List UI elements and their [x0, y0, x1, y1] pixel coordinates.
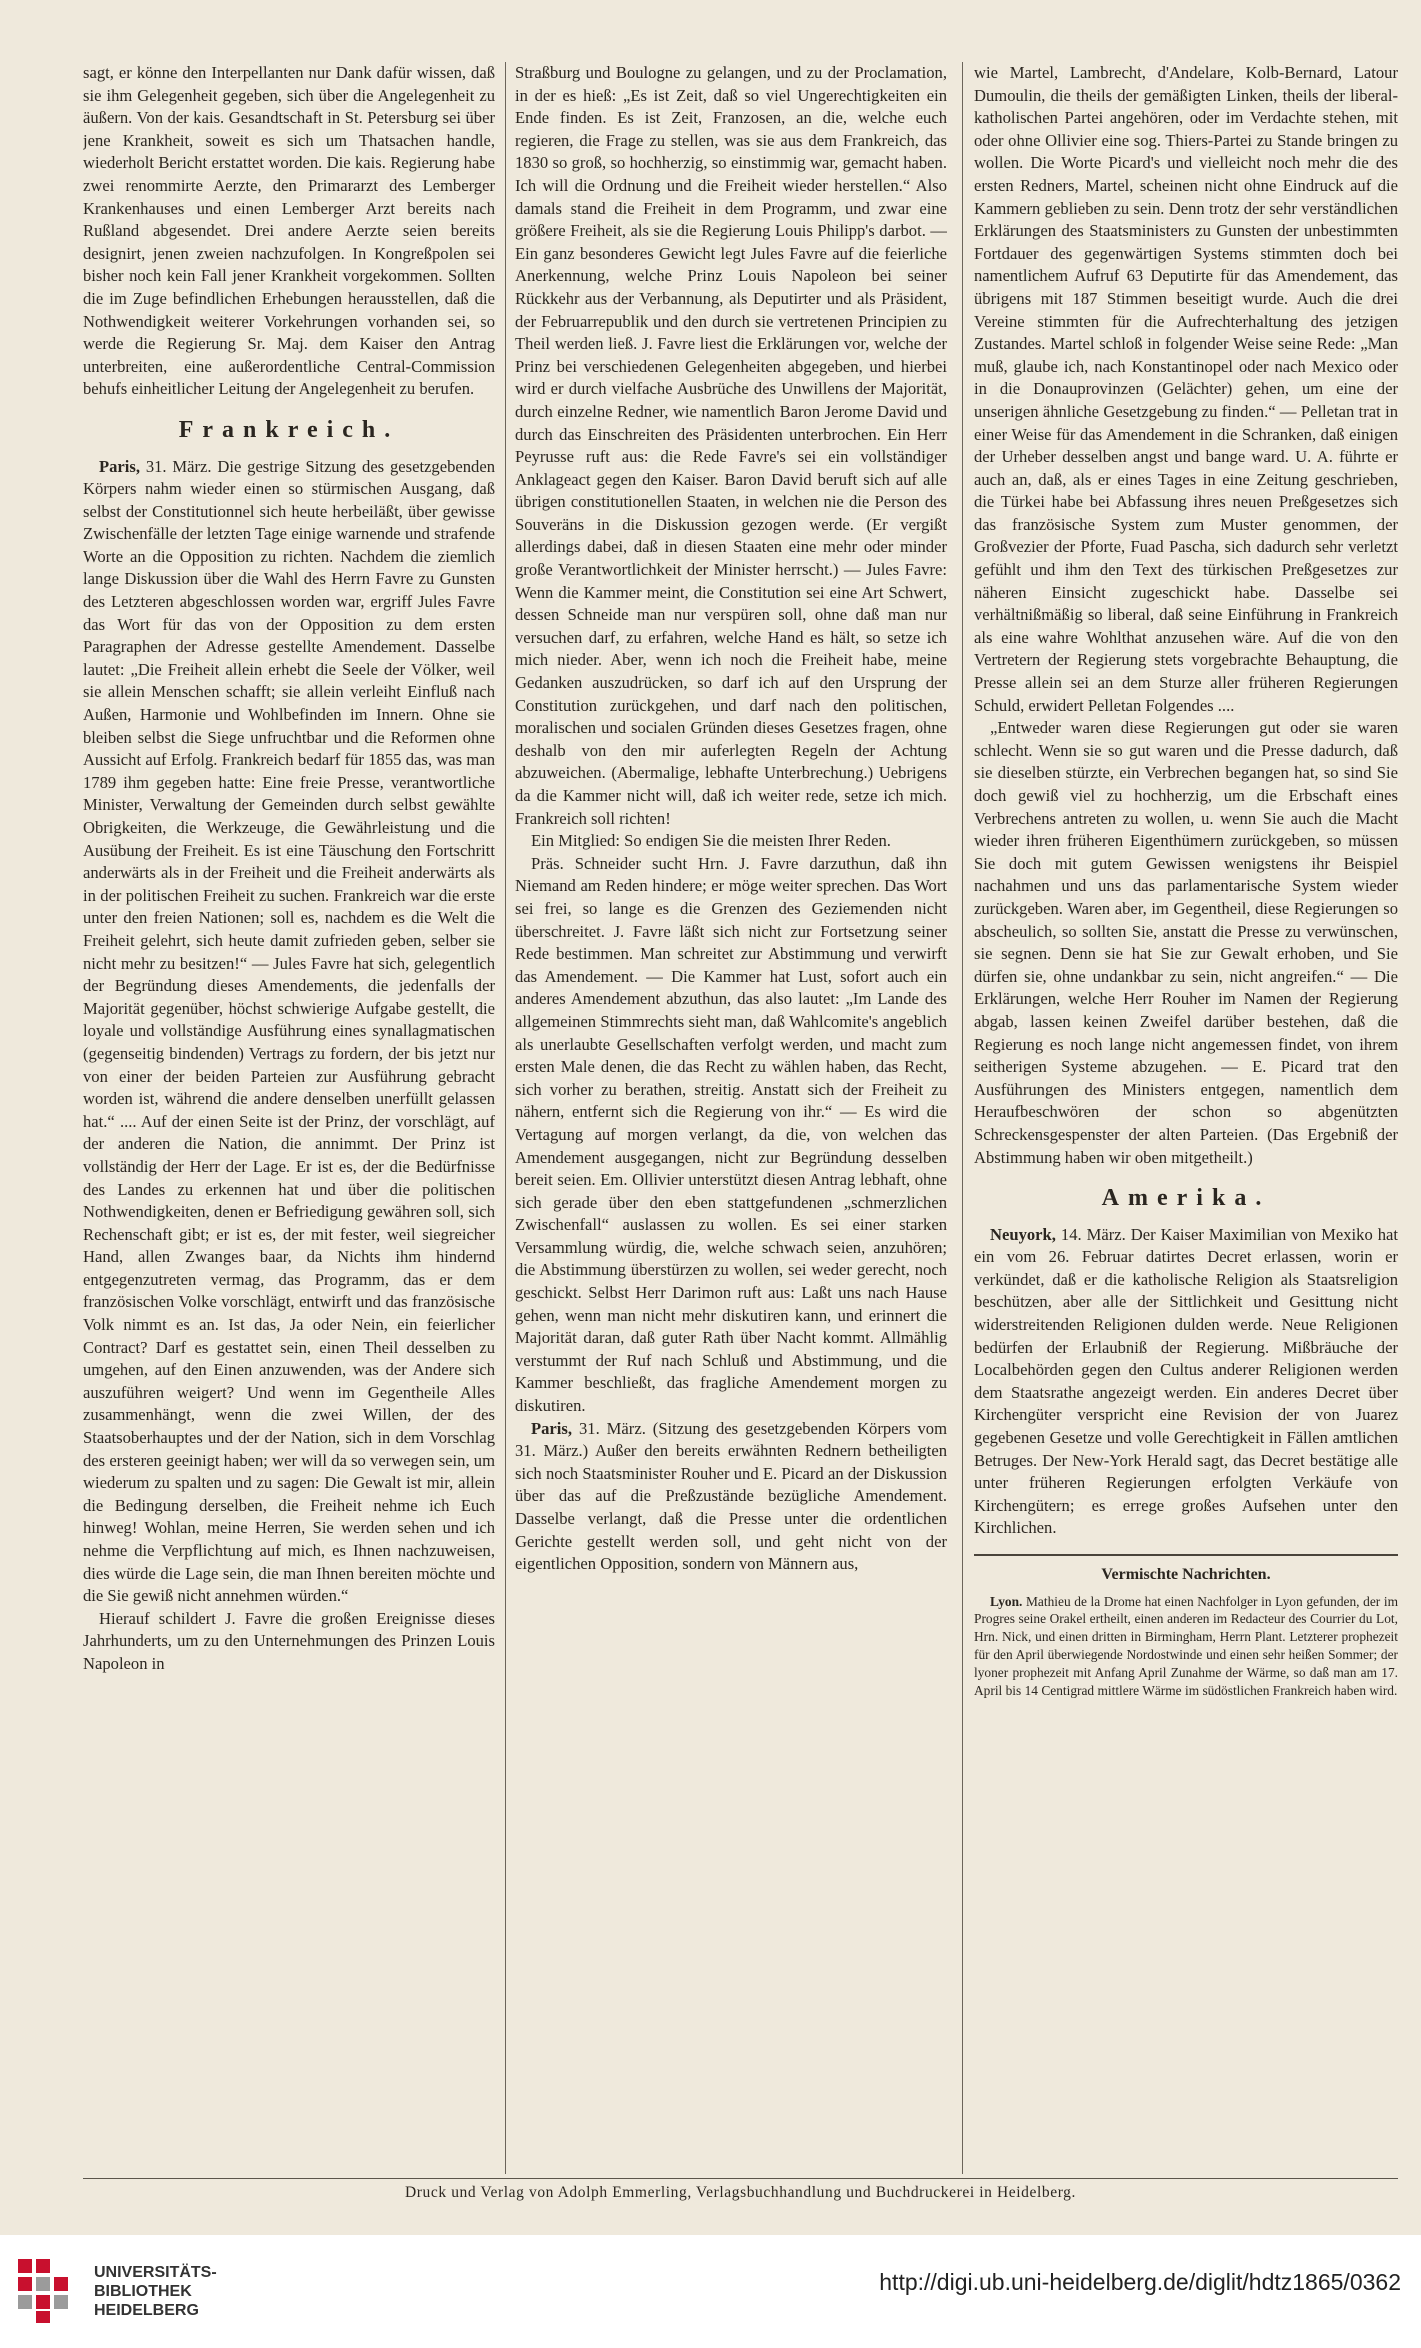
library-name-line: HEIDELBERG — [94, 2302, 199, 2319]
article-paragraph: Hierauf schildert J. Favre die großen Ereignisse dieses Jahrhunderts, um zu den Unternehmungen des Prinzen Louis Napoleon in — [83, 1608, 495, 1673]
dateline-place: Neuyork, — [990, 1224, 1056, 1244]
column-1 — [83, 62, 495, 2174]
article-text: 14. März. Der Kaiser Maximilian von Mexiko hat ein vom 26. Februar datirtes Decret erlassen, worin er verkündet, daß er die katholische Religion als Staatsreligion beschützen, aber alle der Sittlichkeit und Gesittung nicht widerstreitenden Religionen dulden werde. Neue Religionen bedürfen der Erlaubniß der Regierung. Mißbräuche der Localbehörden gegen den Cultus anderer Religionen werden dem Staatsrathe angezeigt werden. Ein anderes Decret über Kirchengüter verspricht eine Revision der von Juarez gegebenen Gesetze und volle Gerechtigkeit in Fällen amtlichen Betruges. Der New-York Herald sagt, das Decret bestätige alle unter früheren Regierungen erfolgten Verkäufe von Kirchengütern; es errege großes Aufsehen unter den Kirchlichen. — [974, 1224, 1398, 1538]
article-text: 31. März. (Sitzung des gesetzgebenden Körpers vom 31. März.) Außer den bereits erwähnten Rednern betheiligten sich noch Staatsminister Rouher und E. Picard an der Diskussion über das auf die Preßzustände bezügliche Amendement. Dasselbe verlangt, daß die Presse unter die ordentlichen Gerichte gestellt werden soll, und geht nicht von der eigentlichen Opposition, sondern von Männern aus, — [515, 1418, 947, 1574]
university-seal-icon — [16, 2255, 80, 2325]
section-heading-amerika: Amerika. — [1101, 1185, 1271, 1212]
article-paragraph — [515, 1418, 947, 1576]
column-rule — [962, 62, 963, 2174]
dateline-place: Lyon. — [990, 1593, 1023, 1609]
article-paragraph: Präs. Schneider sucht Hrn. J. Favre darzuthun, daß ihn Niemand am Reden hindere; er möge weiter sprechen. Das Wort sei frei, so lange es die Grenzen des Geziemenden nicht überschreitet. J. Favre läßt sich nicht zur Fortsetzung seiner Rede bestimmen. Man schreitet zur Abstimmung und verwirft das Amendement. — Die Kammer hat Lust, sofort auch ein anderes Amendement abzuthun, das also lautet: „Im Lande des allgemeinen Stimmrechts sieht man, daß Wahlcomite's angeblich als unerlaubte Gesellschaften verfolgt werden, und macht zum ersten Male denen, die das Recht zu wählen haben, das Recht, sich vorher zu berathen, streitig. Anstatt sich der Freiheit zu nähern, entfernt sich die Regierung von ihr.“ — Es wird die Vertagung auf morgen verlangt, da die, von welchen das Amendement ausgegangen, nicht zur Begründung desselben bereit seien. Em. Ollivier unterstützt diesen Antrag lebhaft, ohne sich gerade über den eben stattgefundenen „schmerzlichen Zwischenfall“ auslassen zu wollen. Es sei einer starken Versammlung würdig, die, welche schwach seien, anzuhören; die Abstimmung überstürzen zu wollen, sei weder gerecht, noch geschickt. Selbst Herr Darimon ruft aus: Laßt uns nach Hause gehen, wenn man nicht mehr diskutiren kann, und erinnert die Majorität daran, daß guter Rath über Nacht kommt. Allmählig verstummt der Ruf nach Schluß und Abstimmung, und die Kammer beschließt, das fragliche Amendement morgen zu diskutiren. — [515, 853, 947, 1416]
permalink-url[interactable]: http://digi.ub.uni-heidelberg.de/diglit/hdtz1865/0362 — [879, 2269, 1401, 2295]
miscellaneous-news-text — [974, 1593, 1398, 1700]
footer-rule — [83, 2178, 1398, 2179]
article-paragraph — [83, 456, 495, 1608]
column-3 — [974, 62, 1398, 2174]
library-name — [94, 2263, 217, 2320]
article-paragraph — [974, 1224, 1398, 1540]
article-paragraph: Ein Mitglied: So endigen Sie die meisten Ihrer Reden. — [531, 831, 891, 851]
dateline-place: Paris, — [99, 456, 141, 476]
article-paragraph: „Entweder waren diese Regierungen gut oder sie waren schlecht. Wenn sie so gut waren und die Presse dadurch, daß sie dieselben stürzte, ein Verbrechen begangen hat, so sind Sie doch gewiß viel zu hochherzig, um die Erbschaft eines Verbrechens antreten zu wollen, u. wenn Sie auch die Macht wieder ihren früheren Eigenthümern zurückgeben, so müssen Sie doch mit gutem Gewissen wenigstens ihr Beispiel nachahmen und uns das parlamentarische System wieder zurückgeben. Waren aber, im Gegentheil, diese Regierungen so abscheulich, so sollten Sie, anstatt die Presse zu verwünschen, sie segnen. Denn sie hat Sie zur Gewalt erhoben, und Sie dürfen sie, ohne undankbar zu sein, nicht angreifen.“ — Die Erklärungen, welche Herr Rouher im Namen der Regierung abgab, lassen keinen Zweifel darüber bestehen, daß die Regierung es noch lange nicht angemessen findet, von ihrem seitherigen Systeme abzugehen. — E. Picard trat den Ausführungen des Ministers entgegen, namentlich dem Heraufbeschwören der schon so abgenützten Schreckensgespenster der alten Parteien. (Das Ergebniß der Abstimmung haben wir oben mitgetheilt.) — [974, 718, 1398, 1167]
column-rule — [505, 62, 506, 2174]
column-2 — [515, 62, 947, 2174]
article-paragraph: sagt, er könne den Interpellanten nur Dank dafür wissen, daß sie ihm Gelegenheit gegeben, sich über die Angelegenheit zu äußern. Von der kais. Gesandtschaft in St. Petersburg sei über jene Krankheit, soweit es sich um Thatsachen handle, wiederholt Bericht erstattet worden. Die kais. Regierung habe zwei renommirte Aerzte, den Primararzt des Lemberger Krankenhauses und einen Lemberger Arzt bereits nach Rußland abgesendet. Drei andere Aerzte seien bereits designirt, jenen zweien nachzufolgen. In Kongreßpolen sei bisher noch kein Fall jener Krankheit vorgekommen. Sollten die im Zuge befindlichen Erhebungen herausstellen, daß die Nothwendigkeit weiterer Vorkehrungen vorhanden sei, so werde die Regierung Sr. Maj. dem Kaiser den Antrag unterbreiten, eine außerordentliche Central-Commission behufs einheitlicher Leitung der Angelegenheit zu berufen. — [83, 63, 495, 399]
article-paragraph: Straßburg und Boulogne zu gelangen, und zu der Proclamation, in der es hieß: „Es ist Zeit, daß so viel Ungerechtigkeiten ein Ende finden. Es ist Zeit, Franzosen, an die, welche euch regieren, die Frage zu stellen, was sie aus dem Frankreich, das 1830 so groß, so hochherzig, so einstimmig war, gemacht haben. Ich will die Ordnung und die Freiheit wieder herstellen.“ Also damals stand die Freiheit in dem Programm, und zwar eine größere Freiheit, als sie die Regierung Louis Philipp's darbot. — Ein ganz besonderes Gewicht legt Jules Favre auf die feierliche Anerkennung, welche Prinz Louis Napoleon bei seiner Rückkehr aus der Verbannung, als Deputirter und als Präsident, der Februarrepublik und den durch sie vertretenen Principien zu Theil werden ließ. J. Favre liest die Erklärungen vor, welche der Prinz bei verschiedenen Gelegenheiten abgegeben, und hierbei wird er durch vielfache Ausbrüche des Unwillens der Majorität, durch einzelne Redner, wie namentlich Baron Jerome David und durch das Einschreiten des Präsidenten unterbrochen. Ein Herr Peyrusse ruft aus: die Rede Favre's sei ein vollständiger Anklageact gegen den Kaiser. Baron David beruft sich auf alle übrigen constitutionellen Staaten, in welchen nie die Person des Souveräns in die Diskussion gezogen werde. (Er vergißt allerdings dabei, daß in diesen Staaten eine mehr oder minder große Verantwortlichkeit der Minister herrscht.) — Jules Favre: Wenn die Kammer meint, die Constitution sei eine Art Schwert, dessen Schneide man nur verspüren soll, ohne daß man nur versuchen darf, zu erfahren, welche Hand es hält, so setze ich mich nieder. Aber, wenn ich noch die Freiheit habe, meine Gedanken auszudrücken, so darf ich auf den Ursprung der Constitution zurückgehen, und darf nach den politischen, moralischen und socialen Gründen dieses Gesetzes fragen, ohne deshalb von den mir auferlegten Regeln der Achtung abzuweichen. (Abermalige, lebhafte Unterbrechung.) Uebrigens da die Kammer nicht will, daß ich weiter rede, setze ich mich. Frankreich soll richten! — [515, 63, 947, 828]
printer-imprint: Druck und Verlag von Adolph Emmerling, Verlagsbuchhandlung und Buchdruckerei in Heidelberg. — [404, 2184, 1077, 2201]
miscellaneous-news-box — [974, 1554, 1398, 1699]
article-paragraph: wie Martel, Lambrecht, d'Andelare, Kolb-Bernard, Latour Dumoulin, die theils der gemäßigten Linken, theils der liberal-katholischen Partei angehören, oder im Verdachte stehen, mit oder ohne Ollivier eine sog. Thiers-Partei zu Stande bringen zu wollen. Die Worte Picard's und vielleicht noch mehr die des ersten Redners, Martel, scheinen nicht ohne Eindruck auf die Kammern geblieben zu sein. Denn trotz der sehr verständlichen Erklärungen des Staatsministers zu Gunsten der unbestimmten Fortdauer des gegenwärtigen Systems stimmten doch bei namentlichem Aufruf 63 Deputirte für das Amendement, das übrigens mit 187 Stimmen beseitigt wurde. Auch die drei Vereine stimmten für die Aufrechterhaltung des jetzigen Zustandes. Martel schloß in folgender Weise seine Rede: „Man muß, glaube ich, nach Konstantinopel oder nach Mexico oder in die Donauprovinzen (Gelächter) gehen, um eine der unserigen ähnliche Gesetzgebung zu finden.“ — Pelletan trat in einer Weise für das Amendement in die Schranken, daß einigen der Urheber desselben angst und bange ward. U. A. führte er auch an, daß, als er eines Tages in eine Zeitung geschrieben, die Türkei habe bei Abfassung ihres neuen Preßgesetzes sich das französische System zum Muster genommen, der Großvezier der Pforte, Fuad Pascha, sich dadurch sehr verletzt gefühlt und ihm den Text des türkischen Preßgesetzes zur näheren Einsicht zugeschickt habe. Dasselbe sei verhältnißmäßig so liberal, daß seine Einführung in Frankreich als eine wahre Wohlthat anzusehen wäre. Auf die von den Vertretern der Regierung stets vorgebrachte Behauptung, die Presse allein sei an dem Sturze aller früheren Regierungen Schuld, erwidert Pelletan Folgendes .... — [974, 63, 1398, 715]
article-text: Mathieu de la Drome hat einen Nachfolger in Lyon gefunden, der im Progres seine Orakel ertheilt, einen anderen im Redacteur des Courrier du Lot, Hrn. Nick, und einen dritten in Birmingham, Herrn Plant. Letzterer prophezeit für den April überwiegende Nordostwinde und einen sehr heißen Sommer; der lyoner prophezeit mit Anfang April Zunahme der Wärme, so daß man am 17. April bis 14 Centigrad mittlere Wärme im südöstlichen Frankreich haben wird. — [974, 1593, 1398, 1698]
section-heading-frankreich: Frankreich. — [178, 416, 400, 443]
library-name-line: UNIVERSITÄTS- — [94, 2264, 217, 2281]
library-name-line: BIBLIOTHEK — [94, 2283, 192, 2300]
library-logo[interactable] — [16, 2255, 266, 2325]
article-text: 31. März. Die gestrige Sitzung des gesetzgebenden Körpers nahm wieder einen so stürmischen Ausgang, daß selbst der Constitutionnel sich heute herbeiläßt, über gewisse Zwischenfälle der letzten Tage einige warnende und strafende Worte an die Opposition zu richten. Nachdem die ziemlich lange Diskussion über die Wahl des Herrn Favre zu Gunsten des Letzteren abgeschlossen worden war, ergriff Jules Favre das Wort für das von der Opposition zu dem ersten Paragraphen der Adresse gestellte Amendement. Dasselbe lautet: „Die Freiheit allein erhebt die Seele der Völker, weil sie allein Menschen schafft; sie allein verleiht Einfluß nach Außen, Harmonie und Wohlbefinden im Innern. Ohne sie bleiben selbst die Siege unfruchtbar und die Reformen ohne Aussicht auf Erfolg. Frankreich bedarf für 1855 das, was man 1789 ihm gegeben hatte: Eine freie Presse, verantwortliche Minister, Verwaltung der Gemeinden durch selbst gewählte Obrigkeiten, die Werkzeuge, die Gewährleistung und die Ausübung der Freiheit. Es ist eine Täuschung den Fortschritt anderwärts als in der Freiheit und die Freiheit anderwärts als in der politischen Freiheit zu suchen. Frankreich war die erste unter den freien Nationen; soll es, nachdem es die Welt die Freiheit gelehrt, sich heute damit zufrieden geben, selber sie nicht mehr zu besitzen!“ — Jules Favre hat sich, gelegentlich der Begründung dieses Amendements, die jedenfalls der Majorität gegenüber, höchst schwierige Aufgabe gestellt, die loyale und vollständige Ausführung eines synallagmatischen (gegenseitig bindenden) Vertrags zu fordern, der bis jetzt nur von einer der beiden Parteien zur Ausführung gebracht worden ist, während die andere denselben unerfüllt gelassen hat.“ .... Auf der einen Seite ist der Prinz, der vorschlägt, auf der anderen die Nation, die annimmt. Der Prinz ist vollständig der Herr der Lage. Er ist es, der die Bedürfnisse des Landes zu erkennen hat und über die politischen Nothwendigkeiten, denen er Befriedigung gewähren soll, sich Rechenschaft gibt; er ist es, der mit fester, weil siegreicher Hand, allen Zwanges baar, da Nichts ihm hindernd entgegenzutreten vermag, das Programm, das er dem französischen Volke vorschlägt, entwirft und das französische Volk nimmt es an. Ist das, Ja oder Nein, ein feierlicher Contract? Darf es gestattet sein, einen Theil desselben zu umgehen, auf den Einen anzuwenden, was der Andere sich auszuführen weigert? Und wenn im Gegentheile Alles zusammenhängt, wenn die zwei Willen, der des Staatsoberhauptes und der der Nation, sich in dem Vorschlag des ersteren geeinigt haben; wer will da so verwegen sein, um wiederum zu spalten und zu sagen: Die Gewalt ist mir, allein die Bedingung derselben, die Freiheit nehme ich Euch hinweg! Wohlan, meine Herren, Sie werden sehen und ich nehme die Verpflichtung auf mich, es Ihnen nachzuweisen, dies würde die Lage sein, die man Ihnen bereiten möchte und die Sie gewiß nicht annehmen würden.“ — [83, 456, 495, 1606]
dateline-place: Paris, — [531, 1418, 573, 1438]
miscellaneous-news-title: Vermischte Nachrichten. — [1101, 1566, 1271, 1583]
